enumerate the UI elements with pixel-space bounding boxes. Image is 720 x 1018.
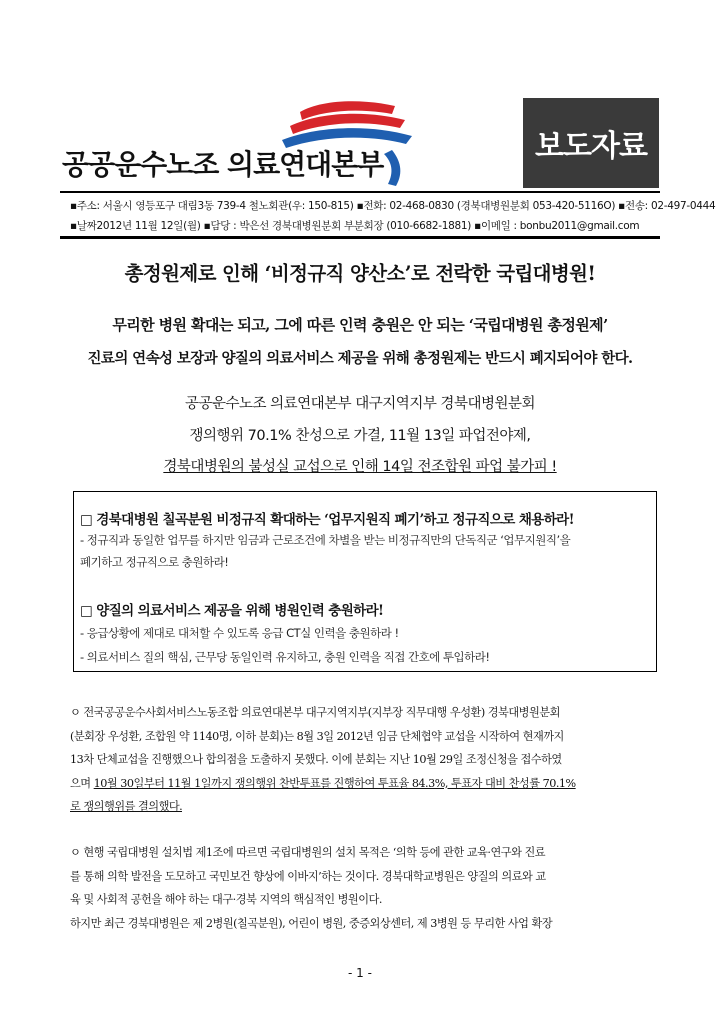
demand-text-2a: - 응급상황에 제대로 대처할 수 있도록 응급 CT실 인력을 충원하라 ! (80, 626, 399, 640)
para2-line: 를 통해 의학 발전을 도모하고 국민보건 향상에 이바지’하는 것이다. 경북대학교병원은 양질의 의료와 교 (70, 869, 546, 883)
demand-heading-1: □ 경북대병원 칠곡분원 비정규직 확대하는 ‘업무지원직 폐기’하고 정규직으로 채용하라! (80, 512, 574, 528)
org-title: 공공운수노조 의료연대본부 (62, 148, 384, 181)
center-line-1: 공공운수노조 의료연대본부 대구지역지부 경북대병원분회 (184, 396, 535, 412)
para2-line: ㅇ 현행 국립대병원 설치법 제1조에 따르면 국립대병원의 설치 목적은 ‘의학 등에 관한 교육·연구와 진료 (70, 846, 546, 859)
demand-text-2b: - 의료서비스 질의 핵심, 근무당 동일인력 유지하고, 충원 인력을 직접 간호에 투입하라! (80, 650, 490, 664)
para2-line: 육 및 사회적 공헌을 해야 하는 대구·경북 지역의 핵심적인 병원이다. (70, 893, 382, 906)
paragraph-1 (70, 701, 660, 827)
subhead-2: 진료의 연속성 보장과 양질의 의료서비스 제공을 위해 총정원제는 반드시 폐지되어야 한다. (87, 350, 633, 367)
para1-line: 13차 단체교섭을 진행했으나 합의점을 도출하지 못했다. 이에 분회는 지난 10월 29일 조정신청을 접수하였 (70, 753, 562, 766)
para1-line: (분회장 우성환, 조합원 약 1140명, 이하 분회)는 8월 3일 2012년 임금 단체협약 교섭을 시작하여 현재까지 (70, 729, 564, 743)
para2-line: 하지만 최근 경북대병원은 제 2병원(칠곡분원), 어린이 병원, 중증외상센터, 제 3병원 등 무리한 사업 확장 (70, 916, 553, 930)
para1-line: 로 쟁의행위를 결의했다. (70, 800, 183, 813)
para1-line: ㅇ 전국공공운수사회서비스노동조합 의료연대본부 대구지역지부(지부장 직무대행 우성환) 경북대병원분회 (70, 706, 560, 719)
page-number: - 1 - (348, 966, 372, 980)
contact-date-line: ▪날짜2012년 11월 12일(월) ▪담당 : 박은선 경북대병원분회 부분회장 (010-6682-1881) ▪이메일 : bonbu2011@gmail.com (70, 220, 640, 232)
demand-text-1a: - 정규직과 동일한 업무를 하지만 임금과 근로조건에 차별을 받는 비정규직만의 단독직군 ‘업무지원직’을 (80, 533, 571, 547)
paragraph-2 (70, 841, 660, 935)
para1-line (70, 772, 660, 796)
headline: 총정원제로 인해 ‘비정규직 양산소’로 전락한 국립대병원! (124, 262, 596, 285)
center-line-3: 경북대병원의 불성실 교섭으로 인해 14일 전조합원 파업 불가피 ! (163, 459, 557, 475)
demands-box (73, 491, 657, 672)
para1-line4-underlined: 10월 30일부터 11월 1일까지 쟁의행위 찬반투표를 진행하여 투표율 84.3%, 투표자 대비 찬성률 70.1% (93, 776, 576, 790)
contact-address-line: ▪주소: 서울시 영등포구 대림3동 739-4 철노회관(우: 150-815) ▪전화: 02-468-0830 (경북대병원분회 053-420-5116O) ▪전송: 02-497-0444 (70, 200, 716, 212)
center-line-2: 쟁의행위 70.1% 찬성으로 가결, 11월 13일 파업전야제, (189, 428, 531, 444)
subhead-1: 무리한 병원 확대는 되고, 그에 따른 인력 충원은 안 되는 ‘국립대병원 총정원제’ (112, 316, 608, 334)
header-rule-top (60, 191, 660, 193)
para1-line4-plain: 으며 (70, 776, 94, 790)
demand-heading-2: □ 양질의 의료서비스 제공을 위해 병원인력 충원하라! (80, 603, 384, 619)
press-release-badge: 보도자료 (523, 98, 659, 188)
demand-text-1b: 폐기하고 정규직으로 충원하라! (80, 555, 229, 569)
header-rule-bottom (60, 236, 660, 239)
logo-blue-swoosh (384, 150, 400, 186)
